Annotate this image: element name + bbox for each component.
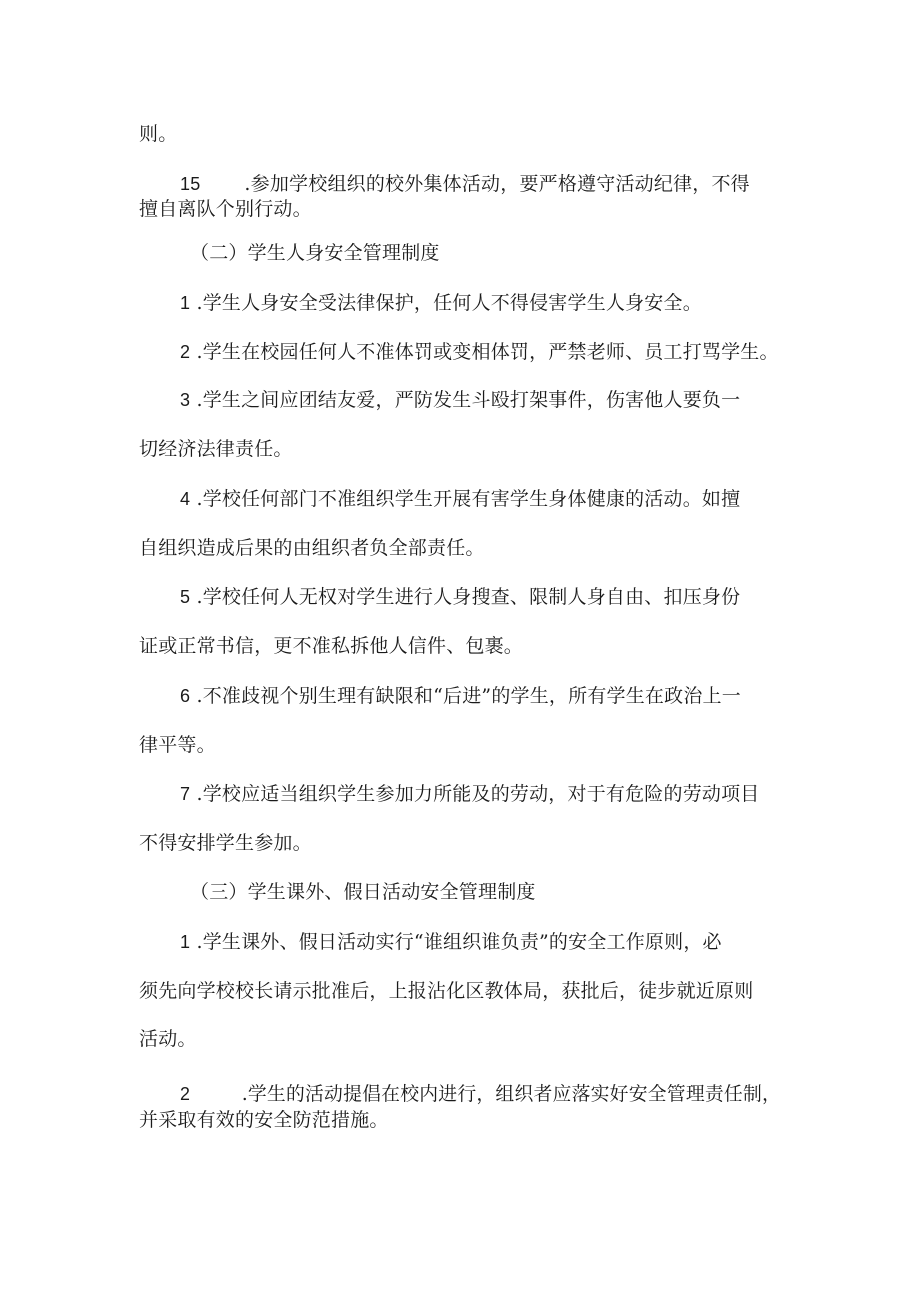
- section-heading: [190, 879, 536, 905]
- text-line: 须先向学校校长请示批准后，上报沾化区教体局，获批后，徒步就近原则: [139, 980, 754, 1002]
- text-line: .学生人身安全受法律保护，任何人不得侵害学生人身安全。: [196, 292, 702, 314]
- list-item-continuation: [139, 830, 312, 856]
- text-line: 并采取有效的安全防范措施。: [139, 1109, 389, 1131]
- text-line: .学校应适当组织学生参加力所能及的劳动，对于有危险的劳动项目: [196, 783, 760, 805]
- heading-text: （二）学生人身安全管理制度: [190, 242, 440, 264]
- item-number: 2: [180, 1084, 191, 1104]
- item-number: 15: [180, 174, 201, 194]
- item-number: 2: [180, 342, 191, 362]
- list-item-15-line2: [139, 196, 312, 222]
- heading-text: （三）学生课外、假日活动安全管理制度: [190, 881, 536, 903]
- list-item-continuation: [139, 978, 753, 1004]
- item-number: 4: [180, 489, 191, 509]
- item-number: 3: [180, 390, 191, 410]
- text-line: .参加学校组织的校外集体活动，要严格遵守活动纪律，不得: [244, 173, 750, 195]
- list-item: [180, 486, 740, 512]
- text-line: .不准歧视个别生理有缺限和“后进”的学生，所有学生在政治上一: [196, 685, 741, 707]
- item-number: 5: [180, 587, 191, 607]
- list-item: [180, 1081, 781, 1107]
- text-line: 自组织造成后果的由组织者负全部责任。: [139, 537, 485, 559]
- item-number: 1: [180, 293, 191, 313]
- list-item-continuation: [139, 1026, 197, 1052]
- list-item: [180, 290, 702, 316]
- list-item-continuation: [139, 633, 523, 659]
- text-line: 证或正常书信，更不准私拆他人信件、包裹。: [139, 635, 524, 657]
- list-item: [180, 584, 740, 610]
- item-number: 6: [180, 686, 191, 706]
- list-item-continuation: [139, 436, 293, 462]
- text-line: 律平等。: [139, 734, 216, 756]
- text-line: 切经济法律责任。: [139, 438, 293, 460]
- item-number: 1: [180, 932, 191, 952]
- text-line: 擅自离队个别行动。: [139, 198, 312, 220]
- text-line: .学校任何部门不准组织学生开展有害学生身体健康的活动。如擅: [196, 488, 741, 510]
- list-item-continuation: [139, 732, 216, 758]
- list-item-continuation: [139, 1107, 389, 1133]
- text-line: 活动。: [139, 1028, 197, 1050]
- paragraph-continuation: [139, 121, 177, 147]
- list-item-15-line1: [180, 171, 750, 197]
- text-line: .学生的活动提倡在校内进行，组织者应落实好安全管理责任制，: [241, 1083, 782, 1105]
- text-line: .学校任何人无权对学生进行人身搜查、限制人身自由、扣压身份: [196, 586, 741, 608]
- text-line: 则。: [139, 123, 178, 145]
- text-line: .学生之间应团结友爱，严防发生斗殴打架事件，伤害他人要负一: [196, 389, 741, 411]
- text-line: .学生课外、假日活动实行“谁组织谁负责”的安全工作原则，必: [196, 931, 722, 953]
- list-item: [180, 683, 741, 709]
- list-item: [180, 929, 722, 955]
- list-item: [180, 339, 779, 365]
- text-line: 不得安排学生参加。: [139, 832, 312, 854]
- section-heading: [190, 240, 440, 266]
- list-item: [180, 781, 760, 807]
- text-line: .学生在校园任何人不准体罚或变相体罚，严禁老师、员工打骂学生。: [196, 341, 779, 363]
- list-item-continuation: [139, 535, 485, 561]
- list-item: [180, 387, 740, 413]
- item-number: 7: [180, 784, 191, 804]
